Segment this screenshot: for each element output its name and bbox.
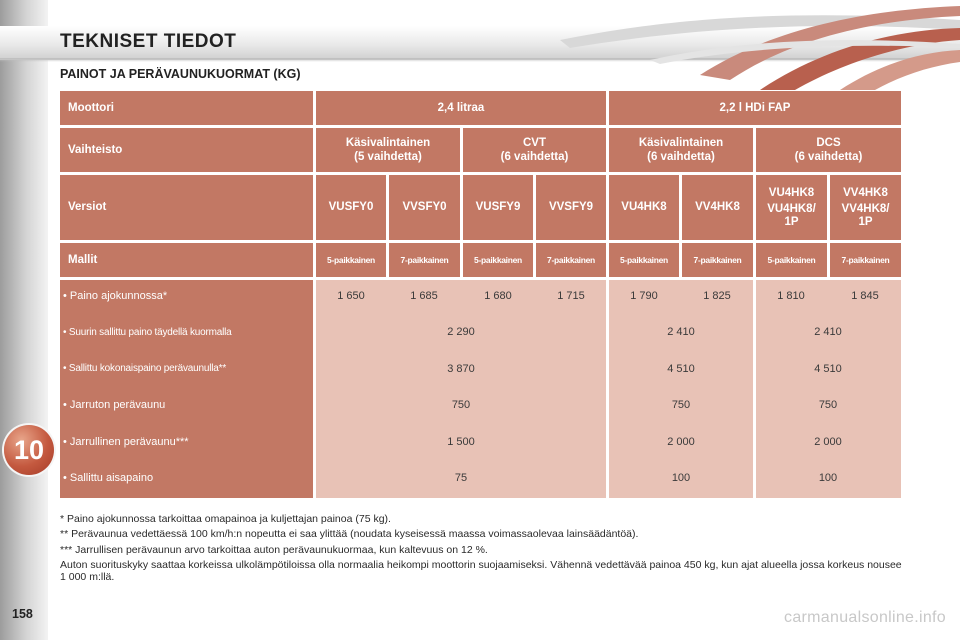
row-label-kerb-weight: • Paino ajokunnossa* xyxy=(63,290,168,302)
gearbox-gears: (5 vaihdetta) xyxy=(354,151,422,163)
watermark: carmanualsonline.info xyxy=(784,609,946,626)
value-cell: 1 650 xyxy=(337,290,365,302)
version-line: VU4HK8 xyxy=(768,186,815,199)
model-5-seat: 5-paikkainen xyxy=(316,243,386,277)
value-cell: 1 825 xyxy=(703,290,731,302)
model-7-seat: 7-paikkainen xyxy=(389,243,460,277)
footnote: *** Jarrullisen perävaunun arvo tarkoittaa auton perävaunukuormaa, kun kaltevuus on 12 %. xyxy=(60,543,488,556)
version-vv4hk8-1p xyxy=(830,175,901,240)
model-7-seat: 7-paikkainen xyxy=(682,243,753,277)
gearbox-manual-6 xyxy=(609,128,753,172)
label-gearbox: Vaihteisto xyxy=(60,128,313,172)
value-cell: 1 845 xyxy=(851,290,879,302)
gearbox-type: Käsivalintainen xyxy=(638,136,724,149)
gearbox-gears: (6 vaihdetta) xyxy=(794,151,863,163)
value-cell: 1 685 xyxy=(410,290,438,302)
gearbox-type: DCS xyxy=(816,136,841,149)
version-vu4hk8: VU4HK8 xyxy=(609,175,679,240)
version-vusfy0: VUSFY0 xyxy=(316,175,386,240)
value-cell: 75 xyxy=(454,472,468,484)
gearbox-dcs xyxy=(756,128,901,172)
value-cell: 750 xyxy=(671,399,691,411)
value-cell: 100 xyxy=(818,472,838,484)
version-vvsfy9: VVSFY9 xyxy=(536,175,606,240)
value-cell: 4 510 xyxy=(667,363,695,375)
values-column-hdi-dcs xyxy=(756,280,901,498)
section-title: PAINOT JA PERÄVAUNUKUORMAT (KG) xyxy=(60,67,301,81)
values-column-24 xyxy=(316,280,606,498)
row-label-unbraked-trailer: • Jarruton perävaunu xyxy=(63,399,166,411)
value-cell: 1 790 xyxy=(630,290,658,302)
version-line: VV4HK8 xyxy=(843,186,888,199)
gearbox-type: Käsivalintainen xyxy=(345,136,431,149)
model-7-seat: 7-paikkainen xyxy=(536,243,606,277)
version-line: 1P xyxy=(784,215,799,228)
value-cell: 3 870 xyxy=(447,363,475,375)
row-labels-column xyxy=(60,280,313,498)
value-cell: 1 500 xyxy=(447,436,475,448)
version-line: VV4HK8/ xyxy=(841,203,890,216)
row-label-nose-weight: • Sallittu aisapaino xyxy=(63,472,154,484)
footnote: ** Perävaunua vedettäessä 100 km/h:n nopeutta ei saa ylittää (noudata kyseisessä maassa voimassaolevaa lainsäädäntöä). xyxy=(60,528,639,541)
value-cell: 100 xyxy=(671,472,691,484)
engine-24: 2,4 litraa xyxy=(316,91,606,125)
gearbox-cvt xyxy=(463,128,606,172)
row-label-gross-train-weight: • Sallittu kokonaispaino perävaunulla** xyxy=(63,363,227,374)
values-column-hdi-manual xyxy=(609,280,753,498)
version-vvsfy0: VVSFY0 xyxy=(389,175,460,240)
chapter-badge: 10 xyxy=(4,425,54,475)
value-cell: 2 000 xyxy=(814,436,842,448)
sidebar-strip xyxy=(0,0,48,640)
row-label-braked-trailer: • Jarrullinen perävaunu*** xyxy=(63,436,189,448)
value-cell: 2 290 xyxy=(447,326,475,338)
page-number: 158 xyxy=(12,607,33,621)
value-cell: 1 715 xyxy=(557,290,585,302)
version-line: 1P xyxy=(858,215,873,228)
value-cell: 2 410 xyxy=(667,326,695,338)
model-5-seat: 5-paikkainen xyxy=(756,243,827,277)
gearbox-gears: (6 vaihdetta) xyxy=(647,151,715,163)
footnote: * Paino ajokunnossa tarkoittaa omapainoa ja kuljettajan painoa (75 kg). xyxy=(60,513,391,525)
version-line: VU4HK8/ xyxy=(767,203,816,216)
model-7-seat: 7-paikkainen xyxy=(830,243,901,277)
gearbox-manual-5 xyxy=(316,128,460,172)
model-5-seat: 5-paikkainen xyxy=(609,243,679,277)
model-5-seat: 5-paikkainen xyxy=(463,243,533,277)
label-models: Mallit xyxy=(60,243,313,277)
footnote: Auton suorituskyky saattaa korkeissa ulkolämpötiloissa olla normaalia heikompi moottorin suojaamiseksi. Vähennä vedettävää painoa 450 kg, kun ajat alueella jossa korkeus nousee 1 000 m:llä. xyxy=(60,558,902,583)
label-versions: Versiot xyxy=(60,175,313,240)
label-engine: Moottori xyxy=(60,91,313,125)
value-cell: 1 680 xyxy=(484,290,512,302)
value-cell: 750 xyxy=(818,399,838,411)
value-cell: 1 810 xyxy=(777,290,805,302)
page-title: TEKNISET TIEDOT xyxy=(60,31,237,52)
gearbox-gears: (6 vaihdetta) xyxy=(500,151,569,163)
version-vv4hk8: VV4HK8 xyxy=(682,175,753,240)
value-cell: 750 xyxy=(451,399,471,411)
decorative-swirl xyxy=(540,0,960,90)
footnotes xyxy=(60,514,905,587)
version-vusfy9: VUSFY9 xyxy=(463,175,533,240)
row-label-max-weight: • Suurin sallittu paino täydellä kuormalla xyxy=(63,327,232,338)
value-cell: 2 000 xyxy=(667,436,695,448)
version-vu4hk8-1p xyxy=(756,175,827,240)
gearbox-type: CVT xyxy=(523,136,546,149)
value-cell: 2 410 xyxy=(814,326,842,338)
engine-22hdi: 2,2 l HDi FAP xyxy=(609,91,901,125)
value-cell: 4 510 xyxy=(814,363,842,375)
